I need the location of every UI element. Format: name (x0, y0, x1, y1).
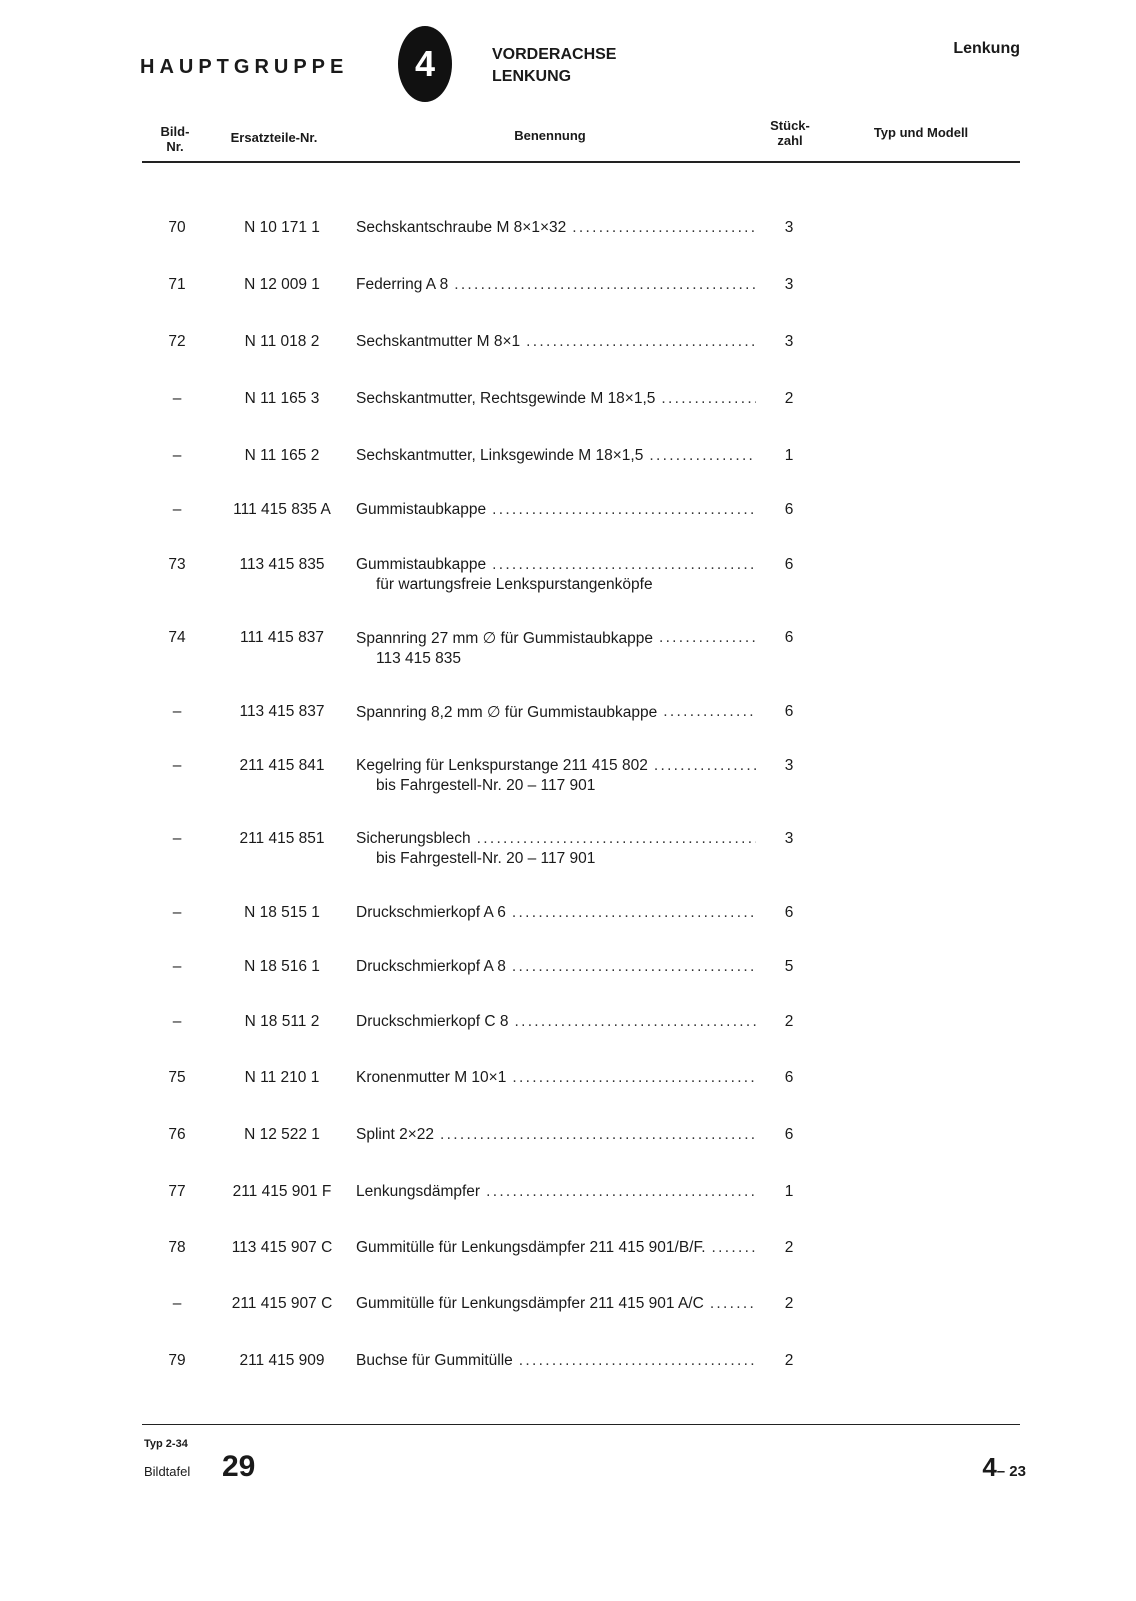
part-number: N 18 511 2 (244, 1013, 320, 1030)
part-description (356, 629, 756, 668)
page-number (950, 1452, 1026, 1483)
part-number: 211 415 901 F (232, 1183, 332, 1200)
description-line (356, 390, 756, 408)
quantity: 3 (784, 757, 794, 774)
part-description (356, 447, 756, 465)
quantity: 1 (784, 447, 794, 464)
column-header-bild-line1: Bild- (160, 124, 190, 139)
dot-leader (440, 1126, 756, 1144)
dot-leader (512, 958, 756, 976)
section-title (492, 44, 616, 88)
bild-number: – (172, 830, 182, 847)
description-subline: 113 415 835 (376, 650, 462, 667)
part-number: N 18 515 1 (244, 904, 320, 921)
bild-number: 76 (168, 1126, 186, 1143)
table-row (142, 556, 1022, 596)
bild-number: 75 (168, 1069, 186, 1086)
description-line (356, 757, 756, 775)
description-text: Sechskantmutter, Rechtsgewinde M 18×1,5 (356, 390, 656, 407)
part-description (356, 830, 756, 868)
column-header-part: Ersatzteile-Nr. (230, 130, 318, 145)
quantity: 1 (784, 1183, 794, 1200)
description-line (356, 1069, 756, 1087)
quantity: 3 (784, 333, 794, 350)
bild-number: 73 (168, 556, 186, 573)
dot-leader (519, 1352, 756, 1370)
part-description (356, 501, 756, 519)
quantity: 6 (784, 629, 794, 646)
part-number: N 12 009 1 (244, 276, 320, 293)
part-description (356, 333, 756, 351)
part-number: 111 415 837 (240, 629, 324, 646)
part-number: 211 415 851 (239, 830, 325, 847)
description-line (356, 276, 756, 294)
bild-number: – (172, 390, 182, 407)
quantity: 3 (784, 276, 794, 293)
table-row (142, 276, 1022, 316)
quantity: 6 (784, 703, 794, 720)
part-description (356, 1183, 756, 1201)
bild-number: 79 (168, 1352, 186, 1369)
table-row (142, 1183, 1022, 1223)
bild-number: 70 (168, 219, 186, 236)
bild-number: – (172, 501, 182, 518)
dot-leader (526, 333, 756, 351)
bild-number: 77 (168, 1183, 186, 1200)
part-description (356, 390, 756, 408)
description-subline: für wartungsfreie Lenkspurstangenköpfe (376, 576, 653, 593)
description-text: Spannring 27 mm ∅ für Gummistaubkappe (356, 630, 653, 647)
table-row (142, 1352, 1022, 1392)
group-label: HAUPTGRUPPE (140, 56, 349, 78)
description-subline: bis Fahrgestell-Nr. 20 – 117 901 (376, 850, 596, 867)
quantity: 5 (784, 958, 794, 975)
description-text: Druckschmierkopf A 6 (356, 904, 506, 921)
description-text: Buchse für Gummitülle (356, 1352, 513, 1369)
table-row (142, 629, 1022, 669)
part-description (356, 1013, 756, 1031)
description-line (356, 1352, 756, 1370)
dot-leader (512, 1069, 756, 1087)
group-number-badge: 4 (398, 26, 452, 102)
dot-leader (710, 1295, 756, 1313)
header-rule (142, 161, 1020, 163)
bild-number: – (172, 904, 182, 921)
dot-leader (492, 556, 756, 574)
description-text: Druckschmierkopf C 8 (356, 1013, 509, 1030)
description-text: Sechskantmutter M 8×1 (356, 333, 521, 350)
part-description (356, 1239, 756, 1257)
part-description (356, 276, 756, 294)
footer-rule (142, 1424, 1020, 1425)
description-line (356, 904, 756, 922)
description-text: Sechskantmutter, Linksgewinde M 18×1,5 (356, 447, 644, 464)
table-row (142, 830, 1022, 870)
part-number: N 18 516 1 (244, 958, 320, 975)
chapter-label: Lenkung (953, 40, 1020, 57)
column-header-bild (150, 124, 200, 154)
part-number: N 12 522 1 (244, 1126, 320, 1143)
bild-number: – (172, 703, 182, 720)
description-line (356, 447, 756, 465)
dot-leader (712, 1239, 756, 1257)
part-number: N 11 165 3 (244, 390, 320, 407)
column-header-qty (760, 118, 820, 148)
bild-number: 71 (168, 276, 186, 293)
part-number: N 11 210 1 (244, 1069, 320, 1086)
dot-leader (572, 219, 756, 237)
page-number-main: 4 (982, 1452, 997, 1482)
description-text: Kronenmutter M 10×1 (356, 1069, 507, 1086)
table-row (142, 390, 1022, 430)
description-text: Sechskantschraube M 8×1×32 (356, 219, 567, 236)
part-number: 211 415 907 C (231, 1295, 333, 1312)
quantity: 2 (784, 1239, 794, 1256)
bild-number: 72 (168, 333, 186, 350)
part-description (356, 757, 756, 795)
column-header-qty-line1: Stück- (770, 118, 810, 133)
description-line (356, 1183, 756, 1201)
quantity: 6 (784, 1126, 794, 1143)
description-text: Kegelring für Lenkspurstange 211 415 802 (356, 757, 648, 774)
description-text: Gummitülle für Lenkungsdämpfer 211 415 901 A/C (356, 1295, 704, 1312)
part-number: 211 415 909 (239, 1352, 325, 1369)
dot-leader (661, 390, 756, 408)
quantity: 2 (784, 1295, 794, 1312)
dot-leader (654, 757, 756, 775)
dot-leader (454, 276, 756, 294)
part-number: 111 415 835 A (233, 501, 331, 518)
dot-leader (486, 1183, 756, 1201)
description-line (356, 1126, 756, 1144)
description-text: Gummistaubkappe (356, 556, 487, 573)
table-row (142, 958, 1022, 998)
table-row (142, 1069, 1022, 1109)
bild-number: – (172, 447, 182, 464)
dot-leader (663, 703, 756, 722)
description-text: Gummistaubkappe (356, 501, 487, 518)
table-row (142, 447, 1022, 487)
description-line (356, 501, 756, 519)
part-description (356, 1069, 756, 1087)
page-number-sub: – 23 (996, 1463, 1026, 1480)
description-text: Lenkungsdämpfer (356, 1183, 481, 1200)
table-row (142, 1295, 1022, 1335)
description-line (356, 333, 756, 351)
quantity: 2 (784, 1013, 794, 1030)
table-row (142, 757, 1022, 797)
section-title-line2: LENKUNG (492, 68, 572, 85)
dot-leader (512, 904, 756, 922)
part-number: N 10 171 1 (244, 219, 320, 236)
description-text: Federring A 8 (356, 276, 449, 293)
quantity: 3 (784, 830, 794, 847)
description-text: Spannring 8,2 mm ∅ für Gummistaubkappe (356, 704, 658, 721)
dot-leader (492, 501, 756, 519)
description-text: Gummitülle für Lenkungsdämpfer 211 415 901/B/F. (356, 1239, 706, 1256)
dot-leader (659, 629, 756, 648)
dot-leader (649, 447, 756, 465)
description-line (356, 958, 756, 976)
quantity: 6 (784, 556, 794, 573)
table-row (142, 703, 1022, 743)
section-title-line1: VORDERACHSE (492, 46, 617, 63)
quantity: 3 (784, 219, 794, 236)
column-header-desc: Benennung (514, 128, 586, 143)
column-header-bild-line2: Nr. (166, 139, 184, 154)
footer-typ: Typ 2-34 (144, 1438, 188, 1450)
part-number: 113 415 837 (239, 703, 325, 720)
bild-number: – (172, 757, 182, 774)
quantity: 2 (784, 1352, 794, 1369)
table-row (142, 1126, 1022, 1166)
table-row (142, 219, 1022, 259)
part-description (356, 703, 756, 722)
footer-bildtafel-label: Bildtafel (144, 1464, 191, 1479)
part-description (356, 556, 756, 594)
part-number: 211 415 841 (239, 757, 325, 774)
table-row (142, 501, 1022, 541)
part-number: 113 415 907 C (231, 1239, 333, 1256)
part-description (356, 1126, 756, 1144)
description-line (356, 1239, 756, 1257)
table-row (142, 904, 1022, 944)
description-subline: bis Fahrgestell-Nr. 20 – 117 901 (376, 777, 596, 794)
bild-number: – (172, 958, 182, 975)
quantity: 6 (784, 904, 794, 921)
bild-number: – (172, 1013, 182, 1030)
part-number: 113 415 835 (239, 556, 325, 573)
description-line (356, 1295, 756, 1313)
quantity: 2 (784, 390, 794, 407)
part-description (356, 1295, 756, 1313)
description-line (356, 556, 756, 574)
part-description (356, 958, 756, 976)
part-number: N 11 018 2 (244, 333, 320, 350)
description-line (356, 629, 756, 648)
description-line (356, 830, 756, 848)
table-row (142, 333, 1022, 373)
footer-bildtafel-number: 29 (222, 1450, 256, 1483)
part-description (356, 219, 756, 237)
description-line (356, 219, 756, 237)
description-line (356, 703, 756, 722)
dot-leader (477, 830, 756, 848)
part-number: N 11 165 2 (244, 447, 320, 464)
bild-number: 78 (168, 1239, 186, 1256)
column-header-qty-line2: zahl (777, 133, 803, 148)
description-text: Sicherungsblech (356, 830, 471, 847)
bild-number: – (172, 1295, 182, 1312)
part-description (356, 904, 756, 922)
bild-number: 74 (168, 629, 186, 646)
quantity: 6 (784, 1069, 794, 1086)
part-description (356, 1352, 756, 1370)
column-header-type: Typ und Modell (873, 125, 969, 140)
table-row (142, 1239, 1022, 1279)
dot-leader (514, 1013, 756, 1031)
table-row (142, 1013, 1022, 1053)
description-text: Splint 2×22 (356, 1126, 434, 1143)
quantity: 6 (784, 501, 794, 518)
description-line (356, 1013, 756, 1031)
description-text: Druckschmierkopf A 8 (356, 958, 506, 975)
